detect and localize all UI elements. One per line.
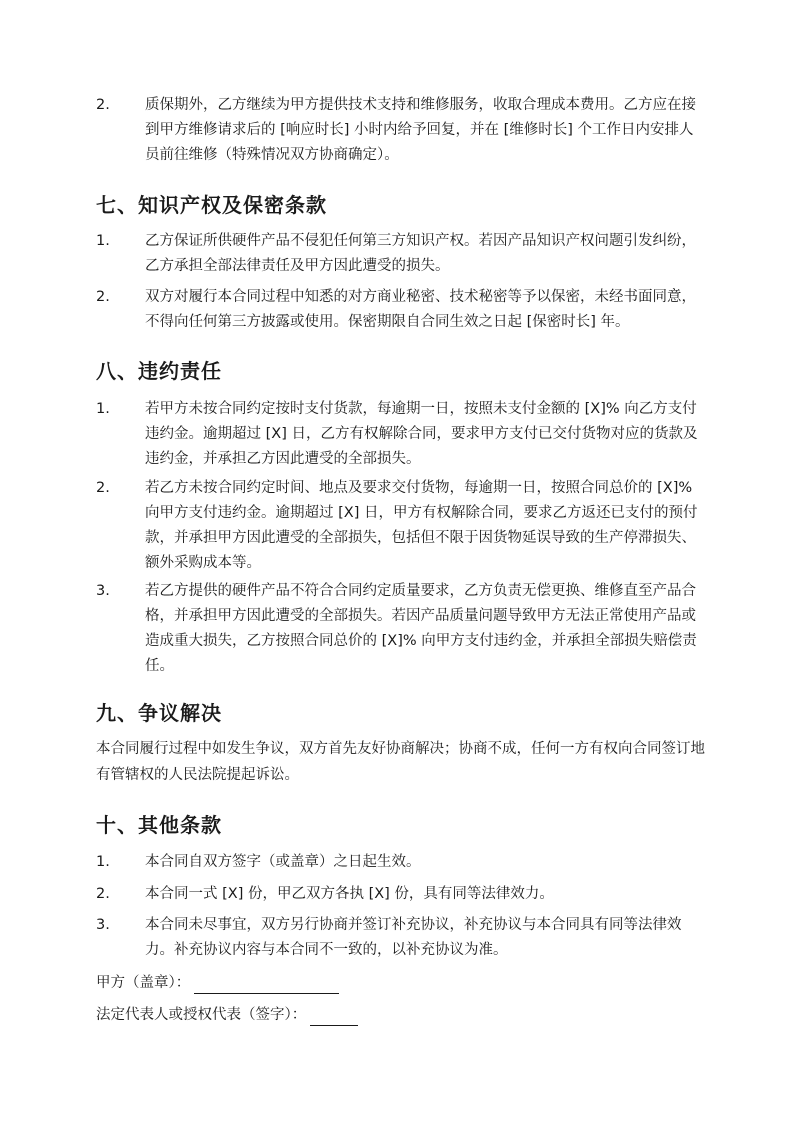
clause-text: 质保期外，乙方继续为甲方提供技术支持和维修服务，收取合理成本费用。乙方应在接到甲方维修请求后的 [响应时长] 小时内给予回复，并在 [维修时长] 个工作日内安排人员前往维修（特殊情况双方协商确定）。: [145, 97, 696, 163]
representative-label: 法定代表人或授权代表（签字）：: [96, 1007, 307, 1023]
section-10-title: 十、其他条款: [96, 813, 222, 837]
clause-text: 若乙方提供的硬件产品不符合合同约定质量要求，乙方负责无偿更换、维修直至产品合格，并承担甲方因此遭受的全部损失。若因产品质量问题导致甲方无法正常使用产品或造成重大损失，乙方按照合同总价的 [X]% 向甲方支付违约金，并承担全部损失赔偿责任。: [145, 583, 697, 674]
clause-number: 2.: [96, 480, 110, 496]
clause-text: 乙方保证所供硬件产品不侵犯任何第三方知识产权。若因产品知识产权问题引发纠纷，乙方承担全部法律责任及甲方因此遭受的损失。: [145, 233, 696, 274]
clause-number: 3.: [96, 917, 110, 933]
clause-text: 双方对履行本合同过程中知悉的对方商业秘密、技术秘密等予以保密，未经书面同意，不得向任何第三方披露或使用。保密期限自合同生效之日起 [保密时长] 年。: [145, 289, 696, 330]
clause-10-2: [96, 882, 706, 907]
party-a-signature-row: [96, 972, 339, 994]
section-8-title: 八、违约责任: [96, 359, 222, 383]
section-7-title: 七、知识产权及保密条款: [96, 193, 327, 217]
clause-number: 3.: [96, 583, 110, 599]
clause-10-1: [96, 850, 706, 875]
clause-6-2: [96, 93, 706, 168]
clause-text: 若乙方未按合同约定时间、地点及要求交付货物，每逾期一日，按照合同总价的 [X]% 向甲方支付违约金。逾期超过 [X] 日，甲方有权解除合同，要求乙方返还已支付的预付款，并承担甲方因此遭受的全部损失，包括但不限于因货物延误导致的生产停滞损失、额外采购成本等。: [145, 480, 698, 571]
section-9-title: 九、争议解决: [96, 701, 222, 725]
clause-8-3: [96, 579, 706, 679]
clause-8-2: [96, 476, 706, 576]
clause-number: 1.: [96, 233, 110, 249]
dispute-paragraph: 本合同履行过程中如发生争议，双方首先友好协商解决；协商不成，任何一方有权向合同签订地有管辖权的人民法院提起诉讼。: [96, 741, 705, 783]
clause-number: 2.: [96, 886, 110, 902]
clause-number: 1.: [96, 401, 110, 417]
representative-signature-line[interactable]: [310, 1009, 358, 1026]
clause-8-1: [96, 397, 706, 472]
clause-number: 2.: [96, 289, 110, 305]
clause-text: 本合同未尽事宜，双方另行协商并签订补充协议，补充协议与本合同具有同等法律效力。补充协议内容与本合同不一致的，以补充协议为准。: [145, 917, 682, 958]
party-a-signature-line[interactable]: [194, 977, 339, 994]
clause-7-2: [96, 285, 706, 335]
clause-text: 本合同自双方签字（或盖章）之日起生效。: [145, 854, 421, 870]
clause-10-3: [96, 913, 706, 963]
clause-7-1: [96, 229, 706, 279]
representative-signature-row: [96, 1004, 358, 1026]
clause-text: 本合同一式 [X] 份，甲乙双方各执 [X] 份，具有同等法律效力。: [145, 886, 554, 902]
clause-number: 2.: [96, 97, 110, 113]
clause-number: 1.: [96, 854, 110, 870]
clause-text: 若甲方未按合同约定按时支付货款，每逾期一日，按照未支付金额的 [X]% 向乙方支付违约金。逾期超过 [X] 日，乙方有权解除合同，要求甲方支付已交付货物对应的货款及违约金，并承担乙方因此遭受的全部损失。: [145, 401, 698, 467]
party-a-label: 甲方（盖章）：: [96, 975, 191, 991]
